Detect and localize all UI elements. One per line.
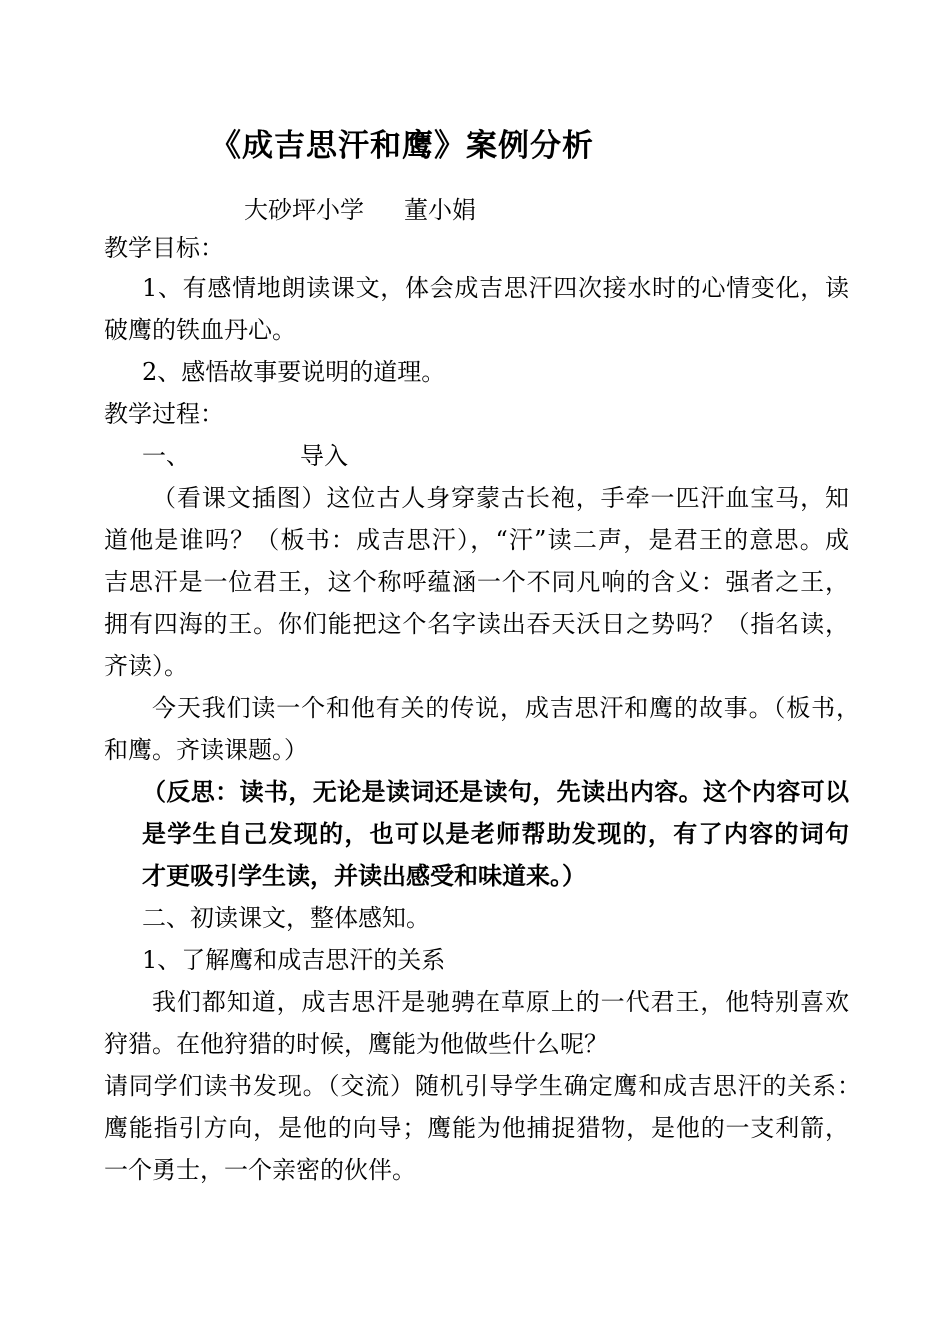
paragraph1-line2: 道他是谁吗？（板书：成吉思汗），“汗”读二声，是君王的意思。成 — [104, 526, 849, 554]
paragraph1-line1: （看课文插图）这位古人身穿蒙古长袍，手牵一匹汗血宝马，知 — [152, 484, 849, 512]
reflection-line1: （反思：读书，无论是读词还是读句，先读出内容。这个内容可以 — [142, 777, 849, 806]
process-heading: 教学过程： — [104, 400, 224, 428]
paragraph4-line2: 鹰能指引方向，是他的向导；鹰能为他捕捉猎物，是他的一支利箭， — [104, 1114, 849, 1142]
document-title: 《成吉思汗和鹰》案例分析 — [210, 128, 594, 164]
section1-title: 导入 — [300, 442, 348, 470]
paragraph1-line4: 拥有四海的王。你们能把这个名字读出吞天沃日之势吗？（指名读， — [104, 610, 849, 638]
subsection1-heading: 1、了解鹰和成吉思汗的关系 — [142, 946, 446, 974]
paragraph2-line2: 和鹰。齐读课题。） — [104, 736, 308, 764]
section1-number: 一、 — [142, 442, 190, 470]
reflection-line2: 是学生自己发现的，也可以是老师帮助发现的，有了内容的词句 — [142, 819, 849, 848]
paragraph4-line1: 请同学们读书发现。（交流）随机引导学生确定鹰和成吉思汗的关系： — [104, 1072, 861, 1100]
reflection-line3: 才更吸引学生读，并读出感受和味道来。） — [142, 861, 586, 890]
paragraph2-line1: 今天我们读一个和他有关的传说，成吉思汗和鹰的故事。（板书， — [152, 694, 860, 722]
goal1-line1: 1、有感情地朗读课文，体会成吉思汗四次接水时的心情变化，读 — [142, 274, 849, 302]
paragraph4-line3: 一个勇士，一个亲密的伙伴。 — [104, 1156, 416, 1184]
goal2: 2、感悟故事要说明的道理。 — [142, 358, 446, 386]
goal1-line2: 破鹰的铁血丹心。 — [104, 316, 296, 344]
goals-heading: 教学目标： — [104, 234, 224, 262]
paragraph3-line1: 我们都知道，成吉思汗是驰骋在草原上的一代君王，他特别喜欢 — [152, 988, 849, 1016]
paragraph1-line3: 吉思汗是一位君王，这个称呼蕴涵一个不同凡响的含义：强者之王， — [104, 568, 849, 596]
paragraph1-line5: 齐读）。 — [104, 652, 188, 680]
paragraph3-line2: 狩猎。在他狩猎的时候，鹰能为他做些什么呢？ — [104, 1030, 608, 1058]
school-name: 大砂坪小学 — [244, 196, 364, 224]
author-line — [244, 190, 476, 225]
author-name: 董小娟 — [404, 196, 476, 224]
section2-heading: 二、初读课文，整体感知。 — [142, 904, 430, 932]
